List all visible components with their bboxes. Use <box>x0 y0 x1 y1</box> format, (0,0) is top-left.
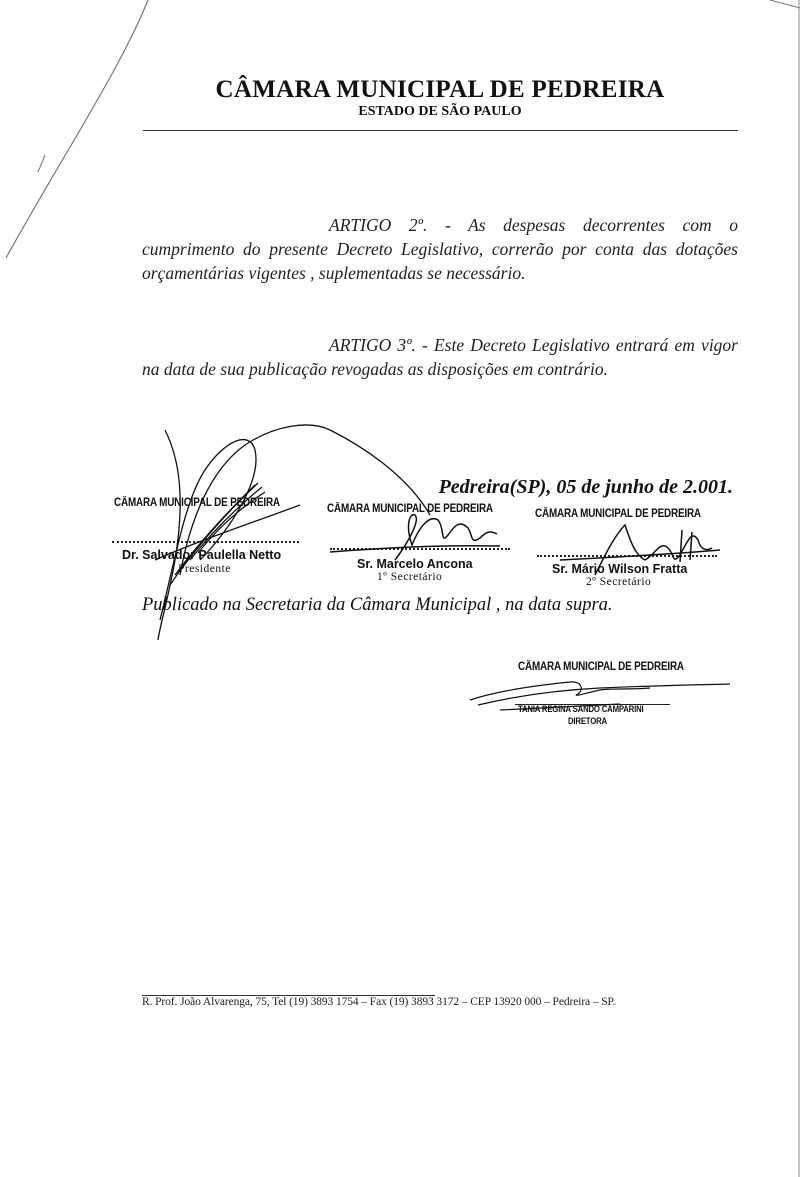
article-2-text: As despesas decorrentes com o cumprimento do presente Decreto Legislativo, correrão por conta das dotações orçamentárias vigentes , suplementadas se necessário. <box>142 215 738 283</box>
published-note: Publicado na Secretaria da Câmara Municipal , na data supra. <box>142 595 613 615</box>
signatory-3-stamp: CÂMARA MUNICIPAL DE PEDREIRA <box>535 508 701 520</box>
footer-address: R. Prof. João Alvarenga, 75, Tel (19) 3893 1754 – Fax (19) 3893 3172 – CEP 13920 000 – Pedreira – SP. <box>142 996 616 1008</box>
scan-edge-mark <box>6 0 148 258</box>
director-stamp: CÂMARA MUNICIPAL DE PEDREIRA <box>518 661 684 673</box>
signatory-1-name: Dr. Salvador Paulella Netto <box>122 548 282 562</box>
signatory-3-name: Sr. Mário Wilson Fratta <box>552 562 688 576</box>
article-3-heading: ARTIGO 3º. - <box>329 335 428 355</box>
scan-edge-mark <box>770 0 800 8</box>
signature-1 <box>155 425 430 640</box>
document-subtitle: ESTADO DE SÃO PAULO <box>358 104 522 119</box>
signatory-2-stamp: CÂMARA MUNICIPAL DE PEDREIRA <box>327 503 493 515</box>
article-2-heading: ARTIGO 2º. - <box>329 215 451 235</box>
director-name: TANIA REGINA SANDO CAMPARINI <box>518 704 644 714</box>
date-line: Pedreira(SP), 05 de junho de 2.001. <box>438 476 733 498</box>
article-3-text: Este Decreto Legislativo entrará em vigor na data de sua publicação revogadas as disposições em contrário. <box>142 335 738 379</box>
signature-director <box>470 682 730 710</box>
signatory-3-role: 2º Secretário <box>586 576 652 588</box>
signatory-2-role: 1º Secretário <box>377 571 443 583</box>
signature-2 <box>330 515 500 560</box>
signatory-1-role: Presidente <box>178 563 231 575</box>
signature-3 <box>560 525 720 575</box>
scan-edge-mark <box>38 155 45 172</box>
signatory-2-name: Sr. Marcelo Ancona <box>357 557 473 571</box>
director-role: DIRETORA <box>568 716 607 726</box>
signatory-1-stamp: CÂMARA MUNICIPAL DE PEDREIRA <box>114 497 280 509</box>
document-title: CÂMARA MUNICIPAL DE PEDREIRA <box>215 76 665 103</box>
